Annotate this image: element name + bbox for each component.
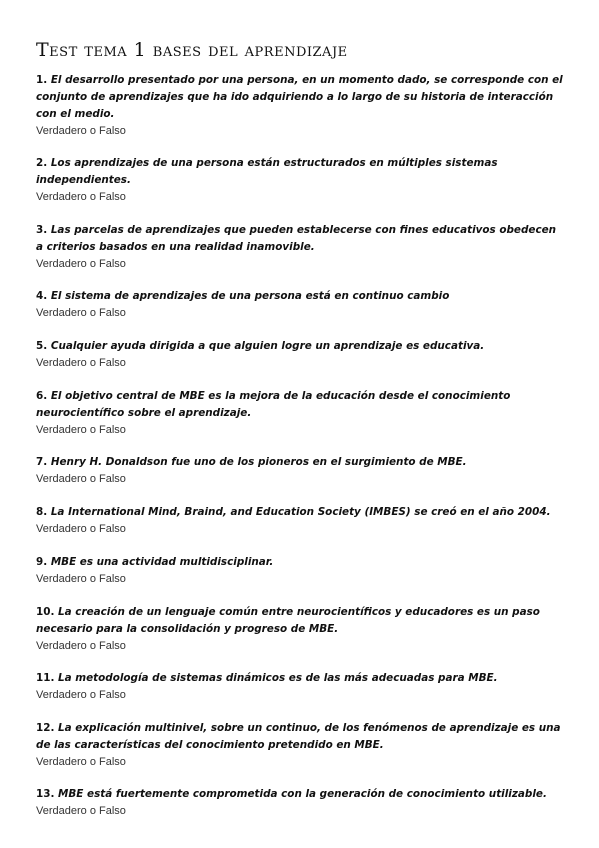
question-item (36, 155, 566, 205)
document-page (36, 38, 566, 819)
question-text: 8. La International Mind, Braind, and Education Society (IMBES) se creó en el año 2004. (36, 506, 551, 518)
question-item (36, 504, 566, 537)
question-text: 12. La explicación multinivel, sobre un continuo, de los fenómenos de aprendizaje es una de las características del conocimiento pretendido en MBE. (36, 722, 561, 751)
answer-options: Verdadero o Falso (36, 473, 126, 485)
question-text: 4. El sistema de aprendizajes de una persona está en continuo cambio (36, 290, 450, 302)
question-item (36, 454, 566, 487)
question-item (36, 604, 566, 654)
question-item (36, 222, 566, 272)
answer-options: Verdadero o Falso (36, 125, 126, 137)
question-text: 2. Los aprendizajes de una persona están estructurados en múltiples sistemas independientes. (36, 157, 498, 186)
question-item (36, 338, 566, 371)
answer-options: Verdadero o Falso (36, 640, 126, 652)
question-text: 10. La creación de un lenguaje común entre neurocientíficos y educadores es un paso necesario para la consolidación y progreso de MBE. (36, 606, 540, 635)
question-item (36, 288, 566, 321)
question-text: 7. Henry H. Donaldson fue uno de los pioneros en el surgimiento de MBE. (36, 456, 467, 468)
document-title: Test tema 1 bases del aprendizaje (36, 39, 348, 61)
answer-options: Verdadero o Falso (36, 357, 126, 369)
question-item (36, 554, 566, 587)
answer-options: Verdadero o Falso (36, 191, 126, 203)
question-text: 3. Las parcelas de aprendizajes que pueden establecerse con fines educativos obedecen a criterios basados en una realidad inamovible. (36, 224, 557, 253)
question-text: 13. MBE está fuertemente comprometida con la generación de conocimiento utilizable. (36, 788, 547, 800)
question-text: 5. Cualquier ayuda dirigida a que alguien logre un aprendizaje es educativa. (36, 340, 485, 352)
question-item (36, 786, 566, 819)
answer-options: Verdadero o Falso (36, 307, 126, 319)
question-item (36, 670, 566, 703)
answer-options: Verdadero o Falso (36, 573, 126, 585)
question-text: 9. MBE es una actividad multidisciplinar. (36, 556, 274, 568)
question-text: 1. El desarrollo presentado por una persona, en un momento dado, se corresponde con el conjunto de aprendizajes que ha ido adquiriendo a lo largo de su historia de interacción con el medio. (36, 74, 563, 120)
answer-options: Verdadero o Falso (36, 424, 126, 436)
answer-options: Verdadero o Falso (36, 523, 126, 535)
question-item (36, 72, 566, 139)
answer-options: Verdadero o Falso (36, 756, 126, 768)
question-text: 6. El objetivo central de MBE es la mejora de la educación desde el conocimiento neurocientífico sobre el aprendizaje. (36, 390, 511, 419)
answer-options: Verdadero o Falso (36, 805, 126, 817)
question-text: 11. La metodología de sistemas dinámicos es de las más adecuadas para MBE. (36, 672, 498, 684)
question-item (36, 720, 566, 770)
answer-options: Verdadero o Falso (36, 689, 126, 701)
answer-options: Verdadero o Falso (36, 258, 126, 270)
question-item (36, 388, 566, 438)
